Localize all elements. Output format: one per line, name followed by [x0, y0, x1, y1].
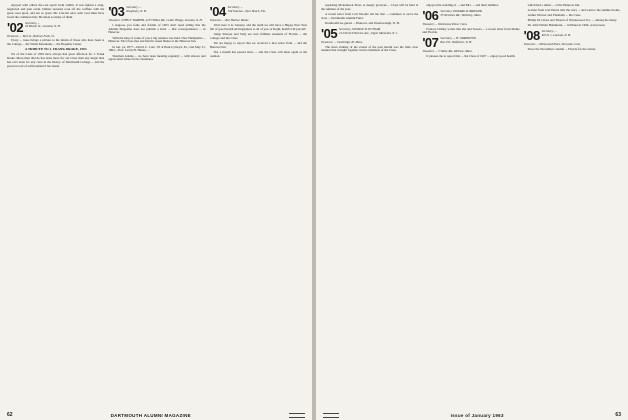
paragraph: I suppose you folks and friends of 1903 don't need telling that the Alumni Magazine does not publish a letter ... that correspondence ... in Hanover.: [108, 22, 206, 35]
paragraph: We are happy to report that we received a nice letter from ... and the Hanover Inn.: [209, 40, 307, 49]
paragraph: Well, here it is: January, and the tenth we will have a Happy New Year full of good health and happiness to all of you. A Yoghi, health will prevail!: [209, 22, 307, 31]
class-year: '08: [523, 28, 540, 44]
secretary-address: 29 Mosier St., Laconia, N. H.: [25, 24, 61, 29]
paragraph: Dartmouth tea guests ... Hanover, and Peterborough, N. H.: [325, 21, 400, 25]
secretary-info: [440, 37, 476, 44]
text-column: [524, 4, 621, 407]
class-heading: [422, 37, 519, 49]
secretary-name: Secretary, EDWARD R. BRIDGER: [440, 8, 482, 13]
class-year: '07: [422, 35, 439, 51]
article-headline: A TRIBUTE TO J. FRANK DRAKE, 1903: [24, 47, 87, 52]
left-page: [0, 0, 312, 420]
class-heading: [524, 30, 621, 42]
paragraph: Every ... issue brings a picture to the minds of those who have been at the College ... the White Mountains ... the Hopkins Center.: [7, 38, 105, 47]
text-column: [108, 4, 205, 407]
paragraph: Sherman Adams ... we have been meeting regularly ... with sincere and appreciated letters from classmates.: [108, 53, 206, 62]
treasurer-line: Treasurer, ... Hollywood Place, Norwalk, Conn.: [523, 42, 581, 47]
class-year: '04: [209, 4, 226, 19]
secretary-address: R.F.D. 1, Laconia, N. H.: [541, 32, 571, 37]
secretary-info: [25, 22, 60, 29]
secretary-info: [228, 6, 266, 13]
paragraph: which had a tumor ... at the Hanover Inn.: [527, 4, 581, 7]
treasurer-line: Treasurer, ... Bert St., Bellows Falls, Vt.: [7, 33, 55, 38]
secretary-info: [542, 30, 571, 37]
class-heading: [7, 19, 104, 35]
paragraph: A recent letter from Carl Woodle tell me that ... continues to serve the class ... Dartmouth Alumni Fund.: [321, 12, 419, 20]
secretary-name: Secretary, GEORGE W. PUTNAM: [339, 26, 381, 31]
paragraph: enjoyed with others the real esprit from within. It was indeed a long-neglected and gala event. Dinner sessions took off the coiffure with the great, near great, and not so great. Mr. Lincoln once said: God must have loved the common man; He made so many of them.: [7, 4, 105, 19]
paragraph: Judge Smoyer and Sally are now fulltime residents of Florida ... the College and the Class.: [209, 31, 307, 40]
secretary-address: 154 North Fullerton Ave., Upper Montclair, N. J.: [339, 30, 398, 35]
class-year: '02: [7, 19, 24, 35]
paragraph: Frances Chilley writes that she and Sweets ... a recent letter from Maine and Florida.: [422, 26, 520, 35]
paragraph: Dr. John Wilder Hammond, ... in Hanover 1906, as has been.: [527, 23, 606, 28]
text-column: [422, 4, 519, 407]
class-year: '06: [422, 7, 439, 23]
secretary-info: [126, 6, 146, 13]
secretary-address: Kingsbury, N. H.: [126, 8, 147, 13]
treasurer-line: Treasurer, JOHN F. WARNER, 4135 Wilkes Rd., Cedar Village, Laconia, N. H.: [108, 18, 203, 22]
secretary-name: Secretary, ... H. ORRINSTON: [440, 36, 476, 41]
treasurer-line: Treasurer, ... Bar Harbor, Maine: [209, 18, 249, 22]
footer-title-right: Issue of January 1963: [450, 412, 504, 418]
page-number-right: 63: [615, 412, 621, 418]
paragraph: With the help of some of you a big reunion was held. New Hampshire ... Hanover. The Class met and held its usual dinner at the Hanover Inn.: [108, 35, 206, 44]
secretary-address: Box 253, Wolfeboro, N. H.: [440, 39, 473, 44]
class-heading: [321, 25, 418, 41]
class-heading: [210, 6, 307, 18]
class-heading: [108, 6, 205, 18]
secretary-address: 33 Westview Rd., Wellesley, Mass.: [440, 12, 482, 17]
left-footer: [0, 412, 312, 418]
paragraph: Since the November column ... Florida for the winter.: [527, 46, 596, 51]
text-column: [7, 4, 104, 407]
footer-ornament: [289, 413, 305, 418]
treasurer-line: Treasurer, ... 5 Valley Rd., Melrose, Mass.: [422, 49, 473, 54]
paragraph: The most striking of the events of the past month was the little class reunion that brought together twelve members of the Class.: [321, 44, 419, 53]
secretary-info: [440, 10, 482, 17]
paragraph: In Jan. 14, 1877—David C. Cole, '03 at Bala-Cynwyd, Pa.; and May 31, 1862—Prof. Lewis H. Hanus, ...: [108, 44, 206, 53]
left-columns: [7, 4, 307, 407]
paragraph: enjoyed the wedding of ... and Mrs. ... and their families.: [426, 4, 499, 7]
class-year: '05: [321, 25, 338, 41]
paragraph: It pleases me to report that ... the Class of 1907 ... enjoys good health.: [426, 53, 516, 58]
secretary-address: Old Oak Ave., Nyes Beach, Fla.: [227, 8, 266, 13]
paragraph: Phillip M. Chase and Thoren of Wynnewood, Pa., ... among the many.: [527, 18, 617, 23]
paragraph: Not a month has passed since ... and the Class will meet again at the reunion.: [209, 49, 307, 58]
class-heading: [422, 7, 519, 23]
footer-title-left: DARTMOUTH ALUMNI MAGAZINE: [110, 412, 191, 418]
right-columns: [321, 4, 621, 407]
right-footer: [316, 412, 628, 418]
paragraph: Arthur Weaver and Elizabeth ... the Class.: [527, 13, 582, 18]
treasurer-line: Treasurer, ... Warehouse Point, Conn.: [422, 21, 468, 26]
secretary-name: Secretary, ...: [25, 20, 41, 25]
footer-ornament-right: [323, 413, 339, 418]
secretary-name: Secretary, ...: [227, 5, 243, 9]
page-number-left: 62: [7, 412, 13, 418]
text-column: [210, 4, 307, 407]
text-column: [321, 4, 418, 407]
right-page: [316, 0, 628, 420]
paragraph: We of the Class of 1902 have always had great affection for J. Frank Drake. More than that he has done more for our Class than any single man has ever done for any class in the history of Dartmouth College ... and the proud record of achievement it has made.: [7, 52, 105, 68]
secretary-name: Secretary, ...: [126, 5, 142, 9]
secretary-name: Secretary, ...: [541, 29, 557, 34]
secretary-info: [339, 28, 398, 35]
class-year: '03: [108, 4, 125, 19]
paragraph: regarding Monadnock Press. A deeply gracious ... Class will be held in the summer of the year.: [321, 4, 419, 11]
treasurer-line: Treasurer, ... Cambridge 40, Mass.: [321, 39, 363, 44]
paragraph: A letter from Carl Harris tells the story ... and went to the summer home.: [527, 8, 621, 13]
